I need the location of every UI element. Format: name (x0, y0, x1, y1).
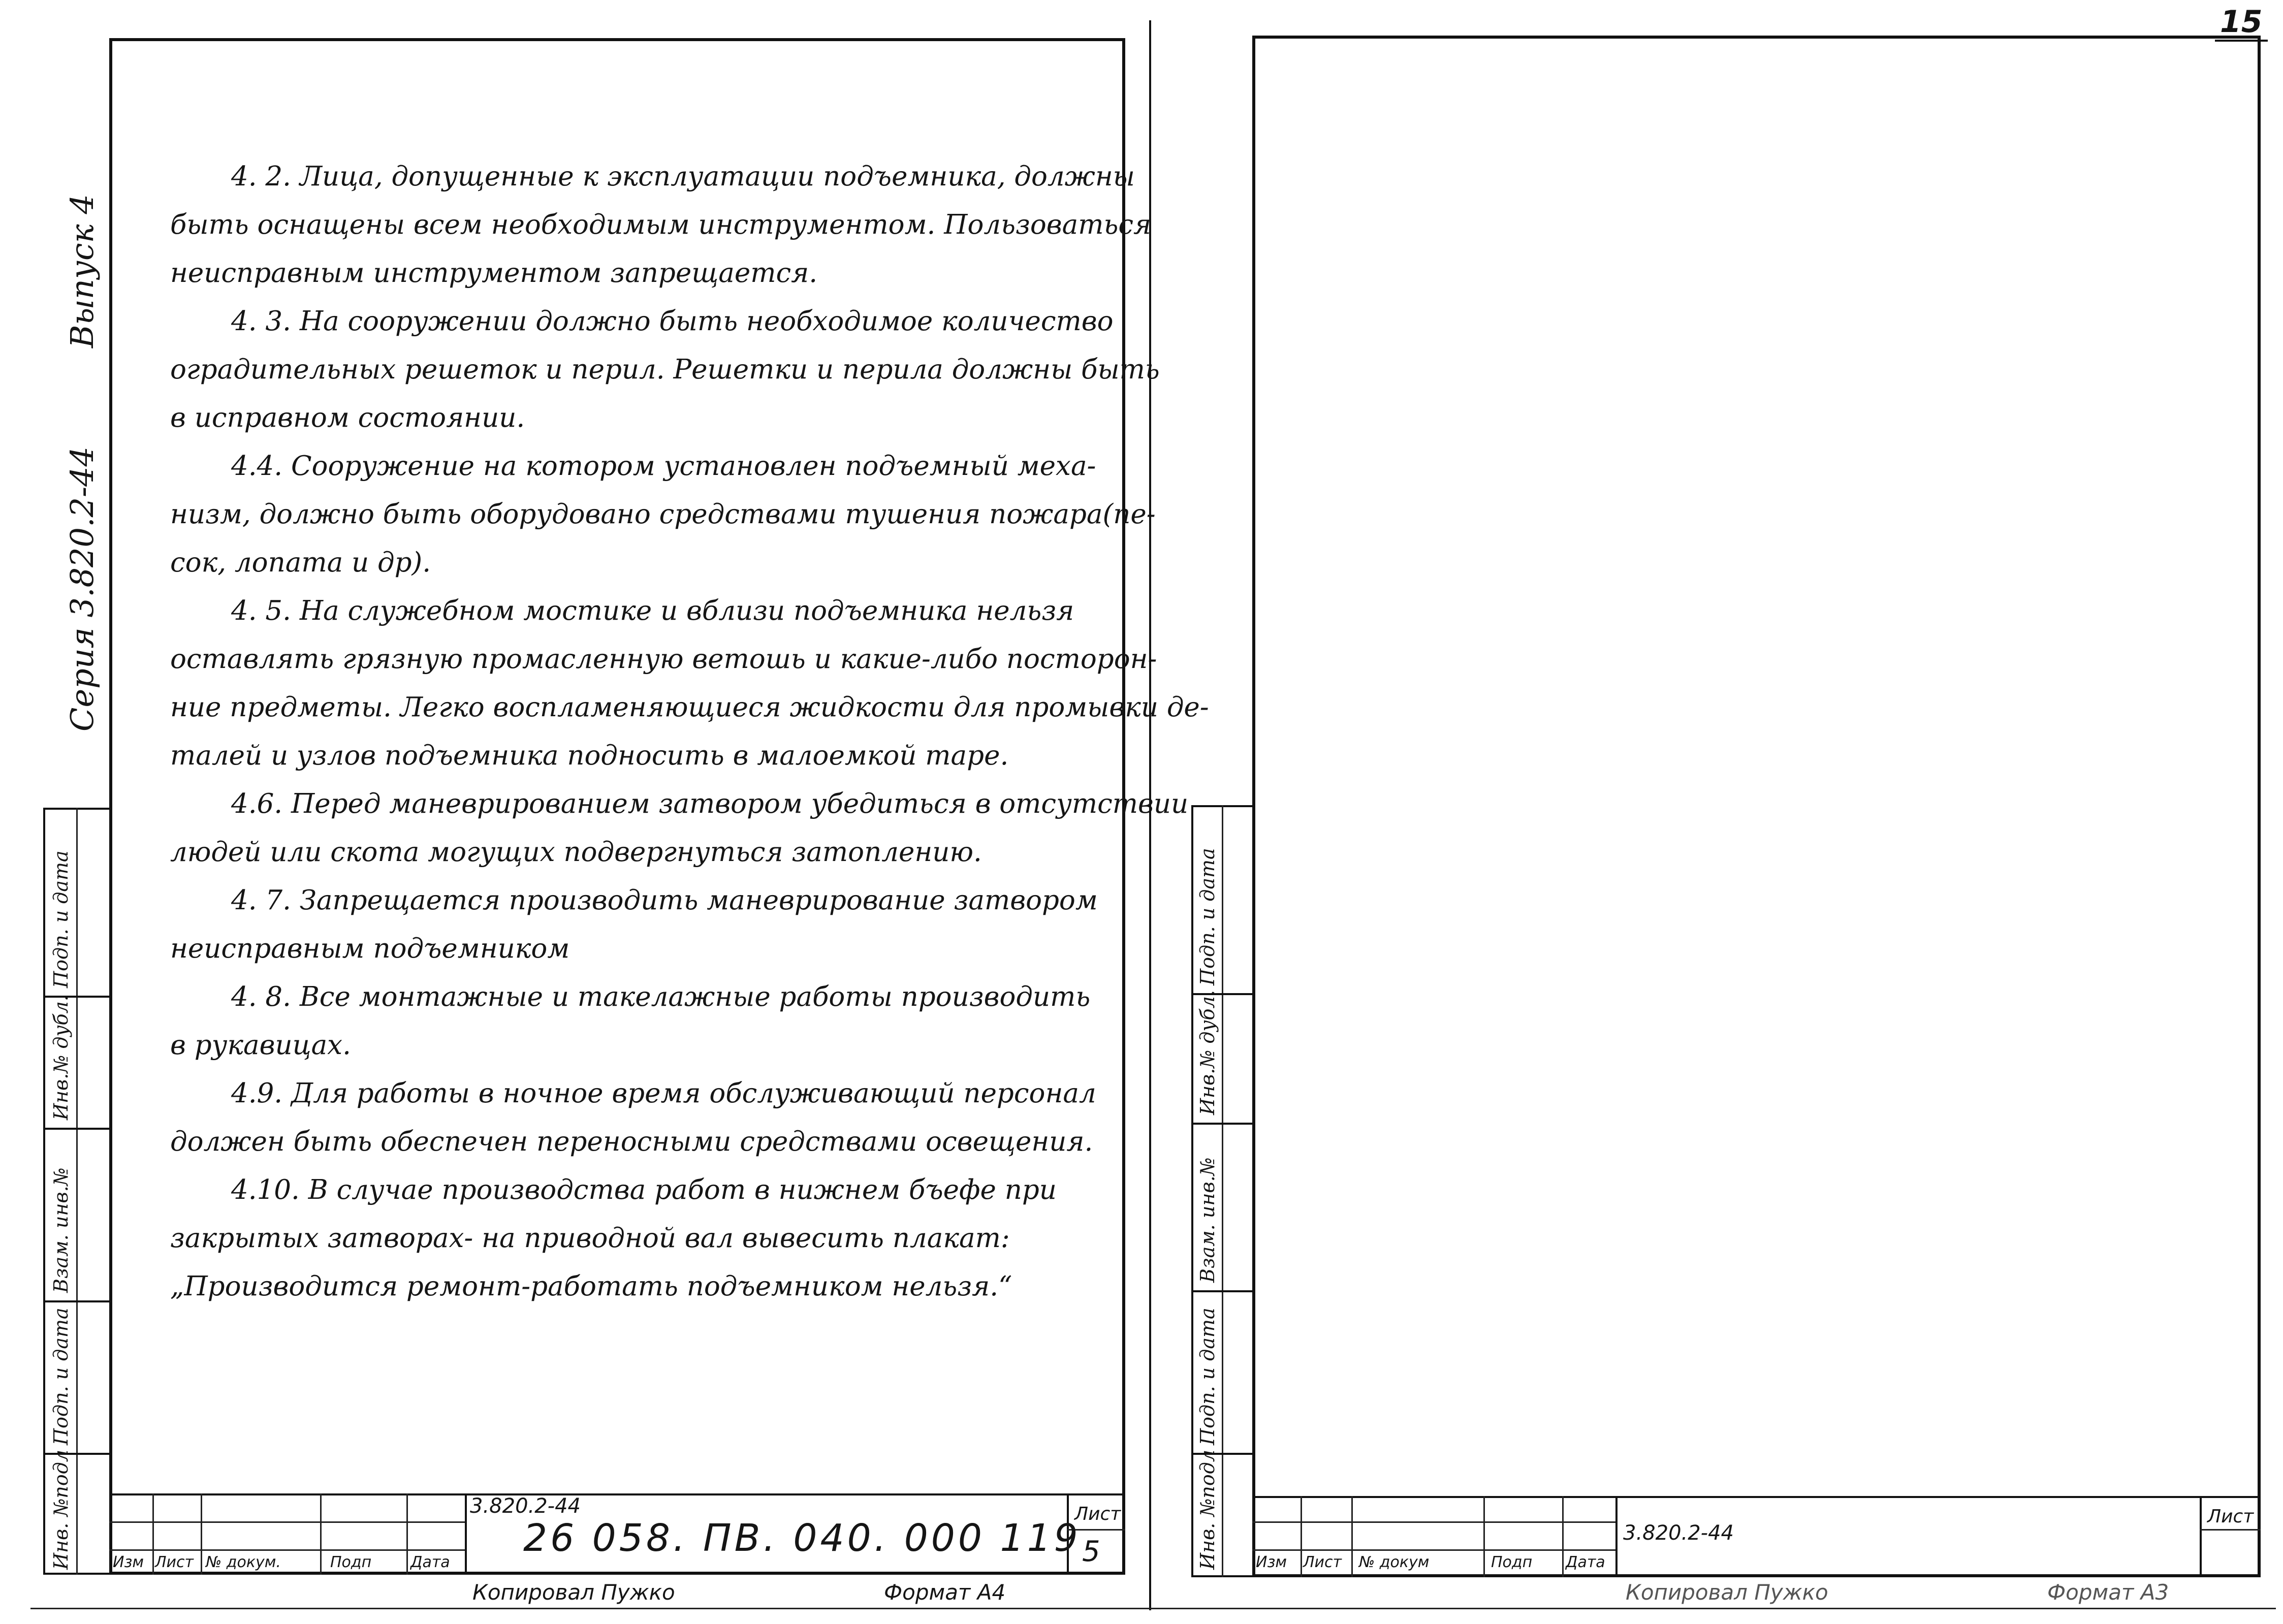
text-line: 4.6. Перед маневрированием затвором убедиться в отсутствии (231, 788, 1189, 819)
text-line: закрытых затворах- на приводной вал вывесить плакат: (170, 1223, 1010, 1254)
text-line: в исправном состоянии. (170, 402, 525, 433)
tb-header-sheet: Лист (1303, 1553, 1342, 1571)
right-sheet-frame (1252, 36, 2261, 1577)
text-line: 4.9. Для работы в ночное время обслуживающий персонал (231, 1078, 1096, 1109)
stamp-sign-date-1: Подп. и дата (50, 850, 72, 988)
text-line: 4. 2. Лица, допущенные к эксплуатации подъемника, должны (231, 161, 1135, 192)
text-line: 4. 3. На сооружении должно быть необходимое количество (231, 306, 1114, 337)
stamp-dup-inv: Инв.№ дубл. (1196, 990, 1219, 1115)
tb-header-doc-no: № докум (1359, 1553, 1430, 1571)
tb-header-date: Дата (1566, 1553, 1605, 1571)
stamp-original-inv: Инв. №подл (1196, 1449, 1219, 1570)
text-line: 4. 5. На служебном мостике и вблизи подъемника нельзя (231, 595, 1074, 626)
text-line: быть оснащены всем необходимым инструментом. Пользоваться (170, 209, 1152, 240)
tb-document-code: 26 058. ПВ. 040. 000 119 (523, 1516, 1081, 1560)
stamp-replace-inv: Взам. инв.№ (50, 1167, 72, 1293)
stamp-sign-date-1: Подп. и дата (1196, 848, 1219, 985)
text-line: в рукавицах. (170, 1030, 351, 1061)
tb-header-date: Дата (410, 1553, 450, 1571)
tb-series-code: 3.820.2-44 (470, 1494, 581, 1518)
page-number: 15 (2215, 4, 2268, 42)
tb-header-sheet: Лист (155, 1553, 194, 1571)
text-line: ние предметы. Легко воспламеняющиеся жидкости для промывки де- (170, 692, 1209, 723)
text-line: 4. 8. Все монтажные и такелажные работы производить (231, 981, 1091, 1012)
tb-sheet-number: 5 (1082, 1535, 1100, 1568)
sheet-divider (1149, 20, 1151, 1610)
stamp-dup-inv: Инв.№ дубл. (50, 995, 72, 1120)
tb-header-change: Изм (113, 1553, 144, 1571)
stamp-sign-date-2: Подп. и дата (1196, 1308, 1219, 1445)
tb-header-change: Изм (1256, 1553, 1287, 1571)
text-line: „Производится ремонт-работать подъемником нельзя.“ (170, 1271, 1012, 1302)
stamp-original-inv: Инв. №подл (50, 1449, 72, 1570)
tb-series-code: 3.820.2-44 (1623, 1521, 1734, 1545)
text-line: 4.4. Сооружение на котором установлен подъемный меха- (231, 451, 1096, 482)
series-label: Серия 3.820.2-44 (64, 447, 101, 731)
paper-format: Формат А4 (884, 1580, 1006, 1605)
text-line: должен быть обеспечен переносными средствами освещения. (170, 1126, 1093, 1157)
tb-header-signature: Подп (1491, 1553, 1533, 1571)
issue-label: Выпуск 4 (64, 194, 101, 348)
text-line: неисправным подъемником (170, 933, 570, 964)
bottom-baseline (30, 1608, 2276, 1609)
stamp-replace-inv: Взам. инв.№ (1196, 1157, 1219, 1283)
text-line: сок, лопата и др). (170, 547, 431, 578)
text-line: талей и узлов подъемника подносить в малоемкой таре. (170, 740, 1009, 771)
stamp-sign-date-2: Подп. и дата (50, 1308, 72, 1445)
paper-format: Формат А3 (2047, 1580, 2169, 1605)
text-line: людей или скота могущих подвергнуться затоплению. (170, 837, 982, 868)
copied-by: Копировал Пужко (1626, 1580, 1828, 1605)
text-line: низм, должно быть оборудовано средствами тушения пожара(пе- (170, 499, 1156, 530)
tb-sheet-label: Лист (2207, 1506, 2254, 1527)
text-line: неисправным инструментом запрещается. (170, 258, 818, 289)
text-line: оградительных решеток и перил. Решетки и перила должны быть (170, 354, 1160, 385)
tb-sheet-label: Лист (1074, 1504, 1121, 1524)
text-line: оставлять грязную промасленную ветошь и какие-либо посторон- (170, 644, 1157, 675)
tb-header-doc-no: № докум. (206, 1553, 281, 1571)
text-line: 4.10. В случае производства работ в нижнем бъефе при (231, 1174, 1057, 1205)
tb-header-signature: Подп (330, 1553, 372, 1571)
copied-by: Копировал Пужко (472, 1580, 675, 1605)
text-line: 4. 7. Запрещается производить маневрирование затвором (231, 885, 1098, 916)
